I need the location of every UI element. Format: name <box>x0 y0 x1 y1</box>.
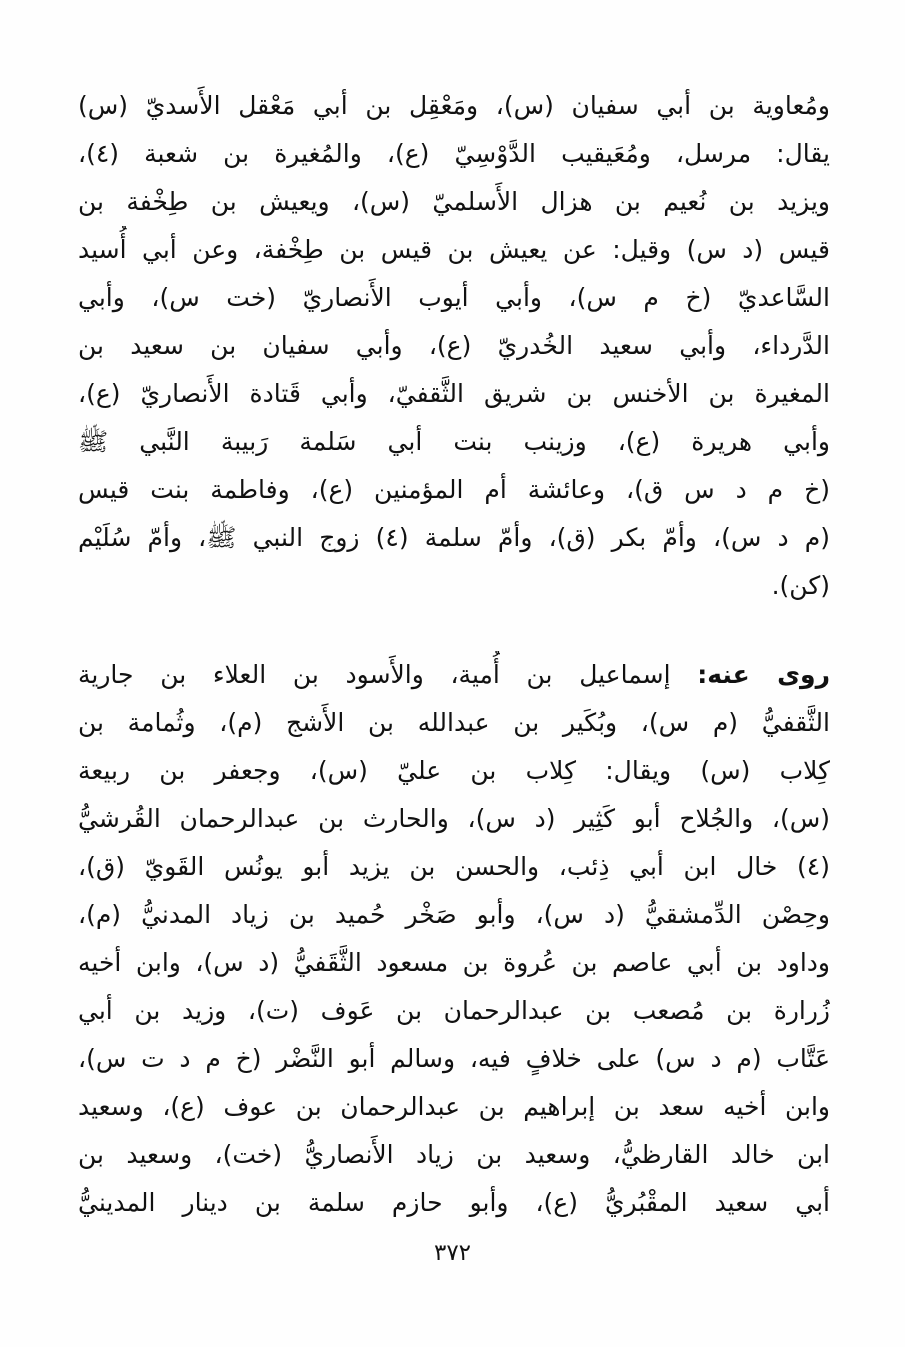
text-line: ابن خالد القارظيُّ، وسعيد بن زياد الأَنصاريُّ (خت)، وسعيد بن <box>78 1140 830 1169</box>
text-line: السَّاعديّ (خ م س)، وأبي أيوب الأَنصاريّ (خت س)، وأبي <box>78 283 830 312</box>
text-line: وداود بن أبي عاصم بن عُروة بن مسعود الثَّقَفيُّ (د س)، وابن أخيه <box>78 948 830 977</box>
text-line: (كن). <box>771 571 830 600</box>
text-line: كِلاب (س) ويقال: كِلاب بن عليّ (س)، وجعفر بن ربيعة <box>78 756 830 785</box>
text-line-rest: إسماعيل بن أُمية، والأَسود بن العلاء بن جارية <box>78 660 671 689</box>
text-line: وأبي هريرة (ع)، وزينب بنت أبي سَلمة رَبيبة النَّبي ﷺ <box>78 427 830 456</box>
paragraph-narrators <box>78 651 830 1227</box>
text-line: عَتَّاب (م د س) على خلافٍ فيه، وسالم أبو النَّضْر (خ م د ت س)، <box>78 1044 830 1073</box>
text-line: المغيرة بن الأخنس بن شريق الثَّقفيّ، وأبي قَتادة الأَنصاريّ (ع)، <box>78 379 830 408</box>
text-line: ويزيد بن نُعيم بن هزال الأَسلميّ (س)، ويعيش بن طِخْفة بن <box>78 187 830 216</box>
text-line: أبي سعيد المقْبُريُّ (ع)، وأبو حازم سلمة بن دينار المدينيُّ <box>78 1188 830 1217</box>
text-line: (خ م د س ق)، وعائشة أم المؤمنين (ع)، وفاطمة بنت قيس <box>78 475 830 504</box>
text-line-first <box>78 651 830 699</box>
page-number: ٣٧٢ <box>433 1240 472 1266</box>
text-line: وحِصْن الدِّمشقيُّ (د س)، وأبو صَخْر حُميد بن زياد المدنيُّ (م)، <box>78 900 830 929</box>
text-line: زُرارة بن مُصعب بن عبدالرحمان بن عَوف (ت)، وزيد بن أبي <box>78 996 830 1025</box>
text-line: (٤) خال ابن أبي ذِئب، والحسن بن يزيد أبو يونُس القَويّ (ق)، <box>78 852 830 881</box>
text-line: يقال: مرسل، ومُعَيقيب الدَّوْسِيّ (ع)، والمُغيرة بن شعبة (٤)، <box>78 139 830 168</box>
section-lead: روى عنه: <box>697 660 830 689</box>
paragraph-teachers <box>78 82 830 610</box>
text-line: (م د س)، وأمّ بكر (ق)، وأمّ سلمة (٤) زوج النبي ﷺ، وأمّ سُلَيْم <box>78 523 830 552</box>
text-line: قيس (د س) وقيل: عن يعيش بن قيس بن طِخْفة، وعن أبي أُسيد <box>78 235 830 264</box>
text-line: الثَّقفيُّ (م س)، وبُكَير بن عبدالله بن الأَشج (م)، وثُمامة بن <box>78 708 830 737</box>
text-line: ومُعاوية بن أبي سفيان (س)، ومَعْقِل بن أبي مَعْقل الأَسديّ (س) <box>78 91 830 120</box>
text-line: وابن أخيه سعد بن إبراهيم بن عبدالرحمان بن عوف (ع)، وسعيد <box>78 1092 830 1121</box>
text-line: الدَّرداء، وأبي سعيد الخُدريّ (ع)، وأبي سفيان بن سعيد بن <box>78 331 830 360</box>
text-line: (س)، والجُلاح أبو كَثِير (د س)، والحارث بن عبدالرحمان القُرشيُّ <box>78 804 830 833</box>
